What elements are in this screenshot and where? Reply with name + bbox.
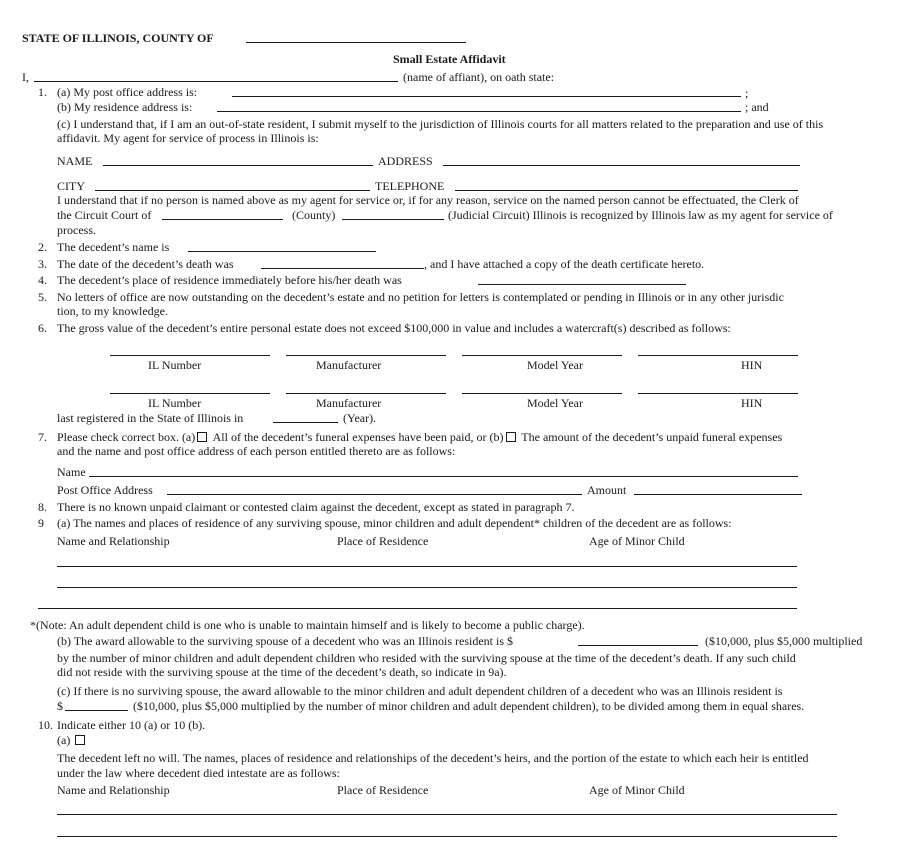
last-registered-label: last registered in the State of Illinois in <box>57 411 244 425</box>
hin-caption: HIN <box>741 358 763 372</box>
funeral-amount-field[interactable] <box>634 494 802 495</box>
hin-field-2[interactable] <box>638 393 798 394</box>
manufacturer-field-1[interactable] <box>286 355 446 356</box>
item7-number: 7. <box>38 430 47 444</box>
item3-number: 3. <box>38 257 47 271</box>
heir-col-age-minor-child: Age of Minor Child <box>589 783 685 797</box>
heir-row-2[interactable] <box>57 836 837 837</box>
agent-address-field[interactable] <box>443 165 800 166</box>
item10a-checkbox[interactable] <box>75 735 85 745</box>
item7-line2: and the name and post office address of each person entitled thereto are as follows: <box>57 444 456 458</box>
item5-line2: tion, to my knowledge. <box>57 304 168 318</box>
funeral-po-address-field[interactable] <box>167 494 582 495</box>
item4-number: 4. <box>38 273 47 287</box>
model-year-caption: Model Year <box>527 358 583 372</box>
spouse-award-field[interactable] <box>578 645 698 646</box>
funeral-paid-checkbox[interactable] <box>197 432 207 442</box>
death-date-field[interactable] <box>261 268 424 269</box>
agent-telephone-field[interactable] <box>455 190 798 191</box>
item9b-line1b: ($10,000, plus $5,000 multiplied <box>705 634 863 648</box>
funeral-po-address-label: Post Office Address <box>57 483 153 497</box>
post-office-address-field[interactable] <box>232 96 741 97</box>
item8-text: There is no known unpaid claimant or contested claim against the decedent, except as stated in paragraph 7. <box>57 500 575 514</box>
item5-line1: No letters of office are now outstanding on the decedent’s estate and no petition for letters is contemplated or pending in Illinois or in any other jurisdic <box>57 290 784 304</box>
item6-text: The gross value of the decedent’s entire personal estate does not exceed $100,000 in value and includes a watercraft(s) described as follows: <box>57 321 731 335</box>
heir-col-name-relationship: Name and Relationship <box>57 783 170 797</box>
item1a-end: ; <box>745 86 749 100</box>
last-registered-year-caption: (Year). <box>343 411 377 425</box>
agent-city-label: CITY <box>57 179 85 193</box>
funeral-paid-text: All of the decedent’s funeral expenses have been paid, or (b) <box>212 430 504 444</box>
col-place-of-residence: Place of Residence <box>337 534 429 548</box>
item9c-line1: (c) If there is no surviving spouse, the award allowable to the minor children and adult dependent children of a decedent who was an Illinois resident is <box>57 684 783 698</box>
item9b-line1a: (b) The award allowable to the surviving spouse of a decedent who was an Illinois resident is $ <box>57 634 513 648</box>
place-of-residence-label: The decedent’s place of residence immediately before his/her death was <box>57 273 402 287</box>
item9a-text: (a) The names and places of residence of any surviving spouse, minor children and adult dependent* children of the decedent are as follows: <box>57 516 732 530</box>
death-certificate-text: , and I have attached a copy of the death certificate hereto. <box>424 257 705 271</box>
funeral-unpaid-checkbox[interactable] <box>506 432 516 442</box>
il-number-caption: IL Number <box>148 358 202 372</box>
col-age-minor-child: Age of Minor Child <box>589 534 685 548</box>
survivor-row-3[interactable] <box>38 608 797 609</box>
item1-number: 1. <box>38 85 47 99</box>
survivor-row-1[interactable] <box>57 566 797 567</box>
funeral-name-label: Name <box>57 465 86 479</box>
item10a-line2: under the law where decedent died intestate are as follows: <box>57 766 340 780</box>
place-of-residence-field[interactable] <box>478 284 686 285</box>
item10-number: 10. <box>38 718 53 732</box>
clerk-understand-line3: process. <box>57 223 96 237</box>
item8-number: 8. <box>38 500 47 514</box>
clerk-understand-line1: I understand that if no person is named above as my agent for service or, if for any reason, service on the named person cannot be effectuated, the Clerk of <box>57 193 799 207</box>
heir-col-place-of-residence: Place of Residence <box>337 783 429 797</box>
agent-name-label: NAME <box>57 154 93 168</box>
col-name-relationship: Name and Relationship <box>57 534 170 548</box>
item1c-line1: (c) I understand that, if I am an out-of-state resident, I submit myself to the jurisdiction of Illinois courts for all matters related to the preparation and use of this <box>57 117 824 131</box>
item1b-end: ; and <box>745 100 769 114</box>
il-number-caption: IL Number <box>148 396 202 410</box>
decedent-name-label: The decedent’s name is <box>57 240 170 254</box>
last-registered-year-field[interactable] <box>273 422 338 423</box>
death-date-label: The date of the decedent’s death was <box>57 257 234 271</box>
agent-name-field[interactable] <box>103 165 373 166</box>
item5-number: 5. <box>38 290 47 304</box>
item10a-label: (a) <box>57 733 71 747</box>
clerk-understand-line2c: (Judicial Circuit) Illinois is recognized by Illinois law as my agent for service of <box>448 208 833 222</box>
hin-caption: HIN <box>741 396 763 410</box>
model-year-field-2[interactable] <box>462 393 622 394</box>
county-field[interactable] <box>246 42 466 43</box>
il-number-field-2[interactable] <box>110 393 270 394</box>
model-year-caption: Model Year <box>527 396 583 410</box>
item1c-line2: affidavit. My agent for service of process in Illinois is: <box>57 131 319 145</box>
form-title: Small Estate Affidavit <box>393 52 506 66</box>
clerk-understand-line2a: the Circuit Court of <box>57 208 152 222</box>
state-county-label: STATE OF ILLINOIS, COUNTY OF <box>22 31 214 45</box>
item1a-label: (a) My post office address is: <box>57 85 198 99</box>
survivor-row-2[interactable] <box>57 587 797 588</box>
item9-number: 9 <box>38 516 44 530</box>
item9b-line2: by the number of minor children and adult dependent children who resided with the surviving spouse at the time of the decedent’s death. If any such child <box>57 651 796 665</box>
decedent-name-field[interactable] <box>188 251 376 252</box>
funeral-unpaid-text: The amount of the decedent’s unpaid funeral expenses <box>521 430 783 444</box>
hin-field-1[interactable] <box>638 355 798 356</box>
item1b-label: (b) My residence address is: <box>57 100 193 114</box>
item10-text: Indicate either 10 (a) or 10 (b). <box>57 718 206 732</box>
manufacturer-caption: Manufacturer <box>316 396 382 410</box>
item9c-line2: ($10,000, plus $5,000 multiplied by the number of minor children and adult dependent children), to be divided among them in equal shares. <box>133 699 805 713</box>
il-number-field-1[interactable] <box>110 355 270 356</box>
circuit-court-county-field[interactable] <box>162 219 283 220</box>
clerk-understand-county: (County) <box>292 208 336 222</box>
agent-city-field[interactable] <box>95 190 370 191</box>
judicial-circuit-field[interactable] <box>342 219 444 220</box>
item10a-option <box>57 733 85 747</box>
model-year-field-1[interactable] <box>462 355 622 356</box>
affiant-name-field[interactable] <box>34 81 398 82</box>
item9b-line3: did not reside with the surviving spouse at the time of the decedent’s death, so indicate in 9a). <box>57 665 507 679</box>
item2-number: 2. <box>38 240 47 254</box>
funeral-amount-label: Amount <box>587 483 627 497</box>
heir-row-1[interactable] <box>57 814 837 815</box>
residence-address-field[interactable] <box>217 111 741 112</box>
manufacturer-field-2[interactable] <box>286 393 446 394</box>
affiant-name-caption: (name of affiant), on oath state: <box>403 70 555 84</box>
agent-address-label: ADDRESS <box>378 154 433 168</box>
adult-dependent-note: *(Note: An adult dependent child is one who is unable to maintain himself and is likely to become a public charge). <box>30 618 585 632</box>
children-award-field[interactable] <box>65 710 128 711</box>
item9c-dollar: $ <box>57 699 63 713</box>
intro-i: I, <box>22 70 29 84</box>
item7-line1 <box>57 430 782 444</box>
item6-number: 6. <box>38 321 47 335</box>
agent-telephone-label: TELEPHONE <box>375 179 445 193</box>
item10a-line1: The decedent left no will. The names, places of residence and relationships of the decedent’s heirs, and the portion of the estate to which each heir is entitled <box>57 751 809 765</box>
funeral-name-field[interactable] <box>89 476 798 477</box>
manufacturer-caption: Manufacturer <box>316 358 382 372</box>
check-correct-box-text: Please check correct box. (a) <box>57 430 196 444</box>
